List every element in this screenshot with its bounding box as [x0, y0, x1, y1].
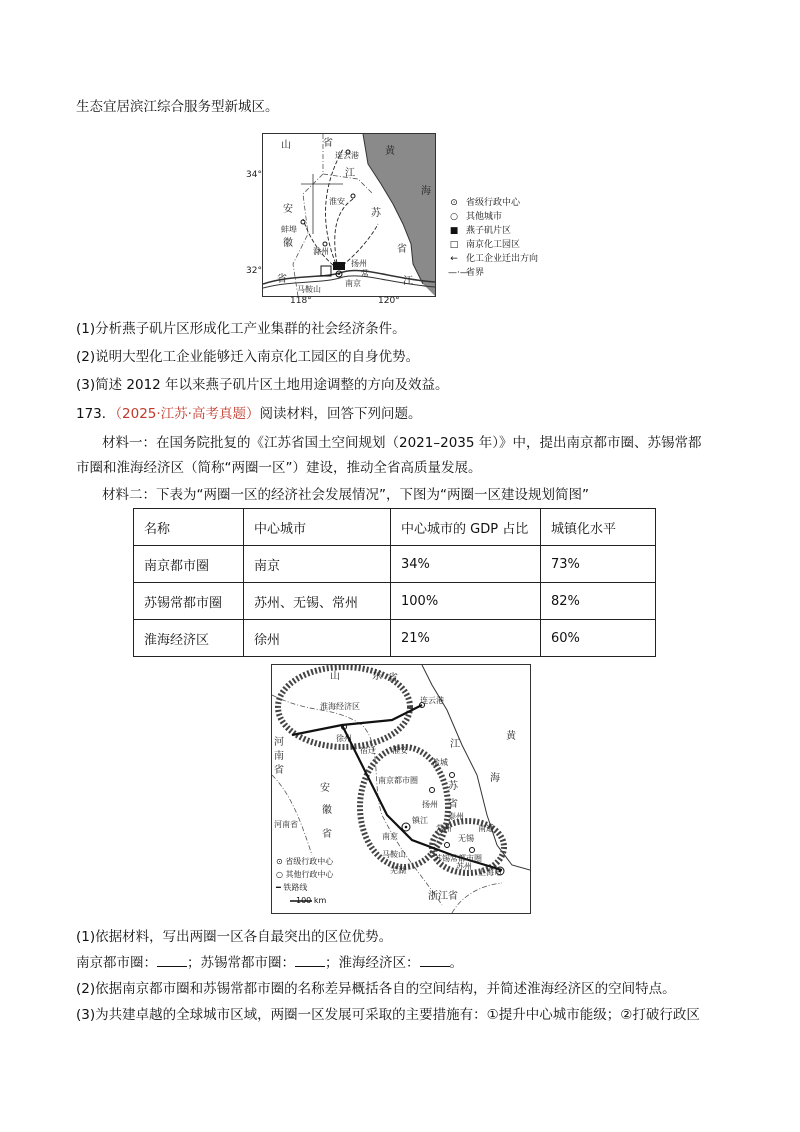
- boundary-line-icon: —·—: [448, 268, 469, 278]
- map1-label: 省: [323, 138, 333, 149]
- legend-item: [448, 210, 538, 224]
- map2-label: 淮安: [392, 746, 408, 755]
- map1-label: 黄: [385, 146, 395, 157]
- problem-instruction: 阅读材料，回答下列问题。: [259, 406, 422, 422]
- legend-label: 省级行政中心: [285, 857, 334, 866]
- table-header: 城镇化水平: [541, 509, 656, 546]
- map2-label: 无锡: [458, 834, 474, 843]
- table-cell: 淮海经济区: [134, 620, 244, 657]
- table-cell: 100%: [391, 583, 541, 620]
- map2-label: 省: [388, 673, 398, 684]
- map2-label: 上海市: [478, 868, 502, 877]
- capital-icon: ⊙: [450, 198, 458, 208]
- table-cell: 苏州、无锡、常州: [244, 583, 391, 620]
- map1-label: 江: [345, 168, 355, 179]
- table-cell: 徐州: [244, 620, 391, 657]
- fill-label: 。: [449, 955, 463, 971]
- map2-label: 安: [320, 783, 330, 794]
- square-filled-icon: ■: [449, 226, 459, 236]
- table-cell: 73%: [541, 546, 656, 583]
- question-2: (2)说明大型化工企业能够迁入南京化工园区的自身优势。: [76, 349, 420, 365]
- railway-icon: ━: [276, 883, 281, 892]
- table-header-row: [134, 509, 656, 546]
- map1-lon: 120°: [378, 296, 400, 306]
- material-2: 材料二：下表为“两圈一区的经济社会发展情况”，下图为“两圈一区建设规划简图”: [102, 487, 589, 503]
- map2-label: 泰州: [448, 812, 464, 821]
- table-cell: 苏锡常都市圈: [134, 583, 244, 620]
- map1-label: 扬州: [351, 259, 367, 268]
- map2-label: 徐州: [336, 734, 352, 743]
- map2-label: 镇江: [412, 816, 428, 825]
- map1-label: 马鞍山: [297, 285, 321, 294]
- map2-label: 苏: [448, 781, 458, 792]
- map1-label: 省: [397, 244, 407, 255]
- map2-label: 南: [274, 751, 284, 762]
- development-table: [133, 508, 656, 657]
- map1-label: 海: [421, 186, 431, 197]
- map2-label: 盐城: [432, 758, 448, 767]
- intro-line: 生态宜居滨江综合服务型新城区。: [76, 99, 279, 115]
- answer-blank[interactable]: [157, 954, 187, 967]
- map2-label: 宿迁: [360, 746, 376, 755]
- answer-blank[interactable]: [295, 954, 325, 967]
- question-4: (1)依据材料，写出两圈一区各自最突出的区位优势。: [76, 929, 393, 945]
- map2-label: 河南省: [274, 820, 298, 829]
- map1-label: 连云港: [335, 151, 359, 160]
- table-cell: 南京: [244, 546, 391, 583]
- map1-label: 常: [361, 269, 369, 278]
- map2-label: 南京都市圈: [378, 776, 418, 785]
- fill-label: ；苏锡常都市圈：: [187, 955, 295, 971]
- legend-item: [448, 238, 538, 252]
- legend-label: 铁路线: [283, 883, 308, 892]
- problem-number: 173．: [76, 406, 116, 422]
- map1-lat: 34°: [246, 170, 262, 180]
- question-6: (3)为共建卓越的全球城市区域，两圈一区发展可采取的主要措施有：①提升中心城市能级；②打破行政区: [76, 1007, 700, 1023]
- legend-label: 省界: [466, 268, 485, 278]
- legend-label: 其他行政中心: [285, 870, 334, 879]
- question-3: (3)简述 2012 年以来燕子矶片区土地用途调整的方向及效益。: [76, 377, 449, 393]
- map2-label: 山: [330, 671, 340, 682]
- table-cell: 21%: [391, 620, 541, 657]
- table-header: 中心城市: [244, 509, 391, 546]
- scale-bar-label: 100 km: [296, 896, 327, 905]
- question-1: (1)分析燕子矶片区形成化工产业集群的社会经济条件。: [76, 321, 406, 337]
- problem-source: （2025·江苏·高考真题）: [115, 406, 260, 422]
- map2-label: 连云港: [420, 696, 444, 705]
- map-yanziji: [262, 133, 436, 297]
- city-icon: ○: [450, 212, 458, 222]
- map1-label: 蚌埠: [281, 225, 297, 234]
- map1-label: 滁州: [313, 247, 329, 256]
- table-header: 名称: [134, 509, 244, 546]
- question-5: (2)依据南京都市圈和苏锡常都市圈的名称差异概括各自的空间结构，并简述淮海经济区的空间特点。: [76, 981, 676, 997]
- legend-label: 南京化工园区: [466, 240, 521, 250]
- map2-label: 徽: [322, 805, 332, 816]
- city-icon: ○: [276, 870, 283, 879]
- table-row: [134, 583, 656, 620]
- legend-item: [448, 266, 538, 280]
- map2-label: 扬州: [422, 800, 438, 809]
- fill-label: ；淮海经济区：: [325, 955, 420, 971]
- square-outline-icon: □: [449, 240, 459, 250]
- map2-label: 浙江省: [428, 891, 458, 902]
- map2-label: 马鞍山: [382, 850, 406, 859]
- map1-label: 苏: [371, 208, 381, 219]
- map1-label: 淮安: [329, 197, 345, 206]
- table-header: 中心城市的 GDP 占比: [391, 509, 541, 546]
- map1-label: 安: [283, 204, 293, 215]
- map2-label: 河: [274, 737, 284, 748]
- legend-item: [276, 881, 334, 894]
- map1-legend: [448, 196, 538, 280]
- material-1-line-1: 材料一：在国务院批复的《江苏省国土空间规划（2021–2035 年）》中，提出南京都市圈、苏锡常都: [102, 435, 702, 451]
- map2-label: 省: [274, 765, 284, 776]
- map1-lon: 118°: [290, 296, 312, 306]
- map2-label: 苏州: [456, 862, 472, 871]
- map2-label: 黄: [506, 731, 516, 742]
- question-4-fill: [76, 954, 463, 972]
- legend-item: [276, 868, 334, 881]
- legend-item: [448, 224, 538, 238]
- map2-label: 淮海经济区: [320, 702, 360, 711]
- problem-header: [76, 405, 421, 423]
- legend-item: [448, 252, 538, 266]
- table-cell: 82%: [541, 583, 656, 620]
- map2-label: 省: [448, 799, 458, 810]
- table-row: [134, 546, 656, 583]
- map1-lat: 32°: [246, 266, 262, 276]
- answer-blank[interactable]: [420, 954, 450, 967]
- map2-label: 江: [450, 739, 460, 750]
- map2-label: 南通: [478, 824, 494, 833]
- table-row: [134, 620, 656, 657]
- legend-item: [276, 855, 334, 868]
- fill-label: 南京都市圈：: [76, 955, 157, 971]
- legend-label: 省级行政中心: [466, 198, 521, 208]
- map1-label: 南京: [345, 279, 361, 288]
- map-two-circles-one-zone: [271, 664, 531, 914]
- table-cell: 34%: [391, 546, 541, 583]
- material-1-line-2: 市圈和淮海经济区（简称“两圈一区”）建设，推动全省高质量发展。: [76, 460, 482, 476]
- map2-label: 东: [372, 671, 382, 682]
- map2-label: 常州: [436, 824, 452, 833]
- legend-label: 其他城市: [466, 212, 503, 222]
- map1-label: 江: [403, 276, 413, 287]
- map2-label: 南京: [382, 832, 398, 841]
- map1-label: 山: [281, 140, 291, 151]
- legend-label: 化工企业迁出方向: [466, 254, 539, 264]
- capital-icon: ⊙: [276, 857, 283, 866]
- map2-label: 芜湖: [390, 866, 406, 875]
- map2-legend: [276, 855, 334, 907]
- arrow-left-icon: ←: [450, 254, 458, 264]
- table-cell: 南京都市圈: [134, 546, 244, 583]
- legend-label: 燕子矶片区: [466, 226, 512, 236]
- table-cell: 60%: [541, 620, 656, 657]
- map2-label: 苏锡常都市圈: [434, 854, 482, 863]
- map1-label: 省: [277, 274, 287, 285]
- legend-item: [448, 196, 538, 210]
- map1-label: 徽: [283, 238, 293, 249]
- map2-label: 海: [490, 773, 500, 784]
- map2-label: 省: [322, 829, 332, 840]
